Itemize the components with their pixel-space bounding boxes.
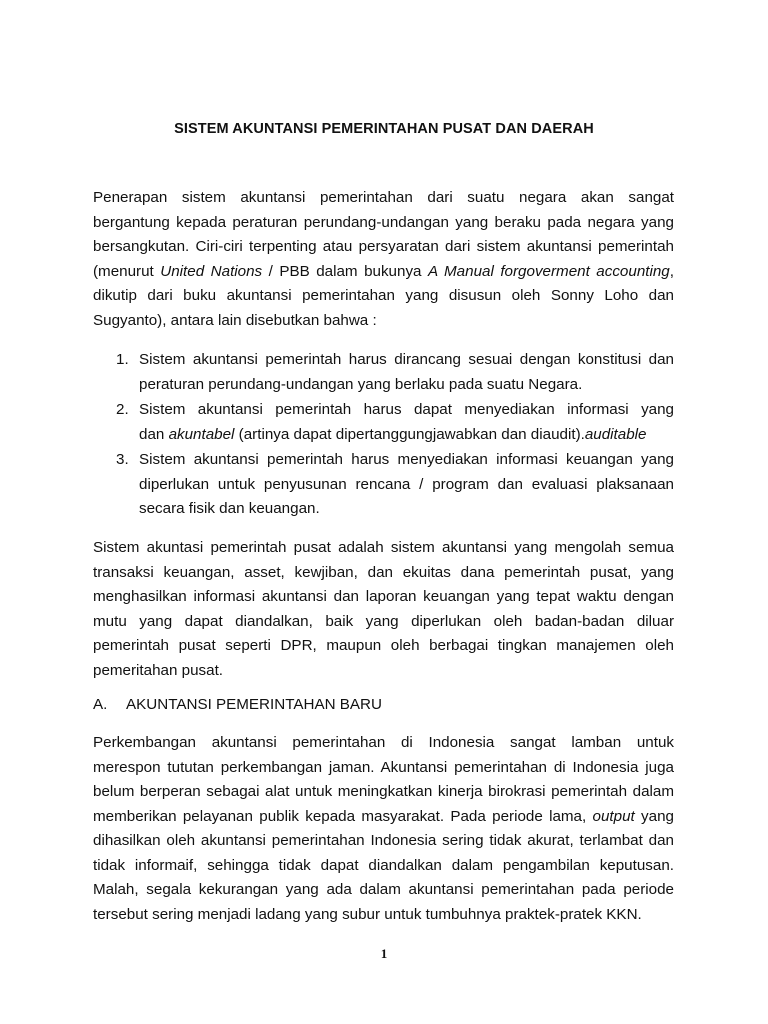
text-line: menghasilkan informasi akuntansi dan laporan keuangan yang tepat waktu dengan: [93, 588, 674, 605]
text-line: dihasilkan oleh akuntansi pemerintahan Indonesia sering tidak akurat, terlambat dan: [93, 832, 674, 849]
list-item-number: 3.: [116, 451, 129, 468]
text-line: Penerapan sistem akuntansi pemerintahan dari suatu negara akan sangat: [93, 189, 674, 206]
list-item: [93, 348, 674, 397]
text-line: transaksi keuangan, asset, kewjiban, dan ekuitas dana pemerintah pusat, yang: [93, 563, 674, 581]
text-run: (menurut: [93, 262, 161, 280]
list-item: [93, 448, 674, 522]
text-line: bergantung kepada peraturan perundang-undangan yang beraku pada negara yang: [93, 213, 674, 231]
text-line: diperlukan untuk penyusunan rencana / program dan evaluasi plaksanaan: [139, 475, 674, 493]
requirements-list: [93, 348, 674, 523]
text-line: secara fisik dan keuangan.: [139, 500, 320, 517]
text-line: Sistem akuntansi pemerintah harus dirancang sesuai dengan konstitusi dan: [139, 351, 674, 368]
list-item: [93, 398, 674, 447]
text-line: merespon tututan perkembangan jaman. Akuntansi pemerintahan di Indonesia juga: [93, 758, 674, 776]
document-title: SISTEM AKUNTANSI PEMERINTAHAN PUSAT DAN DAERAH: [174, 121, 594, 137]
text-line: belum berperan sebagai alat untuk meningkatkan kinerja birokrasi pemerintah dalam: [93, 783, 674, 800]
text-run: ,: [669, 262, 674, 280]
page-number: 1: [380, 946, 388, 961]
italic-term: auditable: [584, 425, 647, 443]
text-line: Sistem akuntansi pemerintah harus menyediakan informasi keuangan yang: [139, 451, 674, 468]
italic-term: United Nations: [160, 262, 263, 280]
intro-paragraph: [93, 186, 674, 333]
text-line: Malah, segala kekurangan yang ada dalam akuntansi pemerintahan pada periode: [93, 881, 674, 898]
text-line: tidak informaif, sehingga tidak dapat diandalkan dalam pengambilan keputusan.: [93, 856, 674, 874]
text-line: peraturan perundang-undangan yang berlaku pada suatu Negara.: [139, 375, 583, 393]
italic-term: A Manual forgoverment accounting: [427, 262, 670, 280]
section-letter: A.: [93, 696, 108, 713]
text-line: [139, 423, 674, 448]
text-line: Sugyanto), antara lain disebutkan bahwa :: [93, 311, 377, 329]
text-run: / PBB dalam bukunya: [262, 262, 428, 280]
list-item-number: 1.: [116, 351, 129, 368]
text-line: pemeritahan pusat.: [93, 661, 224, 679]
text-line: tersebut sering menjadi ladang yang subur untuk tumbuhnya praktek-pratek KKN.: [93, 905, 642, 923]
central-government-paragraph: [93, 536, 674, 683]
text-run: memberikan pelayanan publik kepada masyarakat. Pada periode lama,: [93, 807, 593, 825]
text-run: yang: [634, 807, 674, 825]
text-line: Perkembangan akuntansi pemerintahan di Indonesia sangat lamban untuk: [93, 734, 674, 751]
text-line: Sistem akuntasi pemerintah pusat adalah sistem akuntansi yang mengolah semua: [93, 539, 674, 556]
section-heading-text: AKUNTANSI PEMERINTAHAN BARU: [126, 696, 382, 713]
text-run: dan: [139, 425, 169, 443]
italic-term: output: [592, 807, 635, 825]
text-line: pemerintah pusat seperti DPR, maupun oleh berbagai tingkan manajemen oleh: [93, 637, 674, 654]
text-run: (artinya dapat dipertanggungjawabkan dan diaudit).: [234, 425, 585, 443]
text-line: bersangkutan. Ciri-ciri terpenting atau persyaratan dari sistem akuntansi pemerintah: [93, 238, 674, 255]
text-line: [93, 260, 674, 285]
section-heading-a: [93, 696, 382, 713]
text-line: [93, 805, 674, 830]
text-line: Sistem akuntansi pemerintah harus dapat menyediakan informasi yang: [139, 401, 674, 418]
list-item-number: 2.: [116, 401, 129, 418]
italic-term: akuntabel: [168, 425, 235, 443]
text-line: dikutip dari buku akuntansi pemerintahan yang disusun oleh Sonny Loho dan: [93, 287, 674, 304]
text-line: mutu yang dapat diandalkan, baik yang diperlukan oleh badan-badan diluar: [93, 612, 674, 630]
new-accounting-paragraph: [93, 731, 674, 927]
